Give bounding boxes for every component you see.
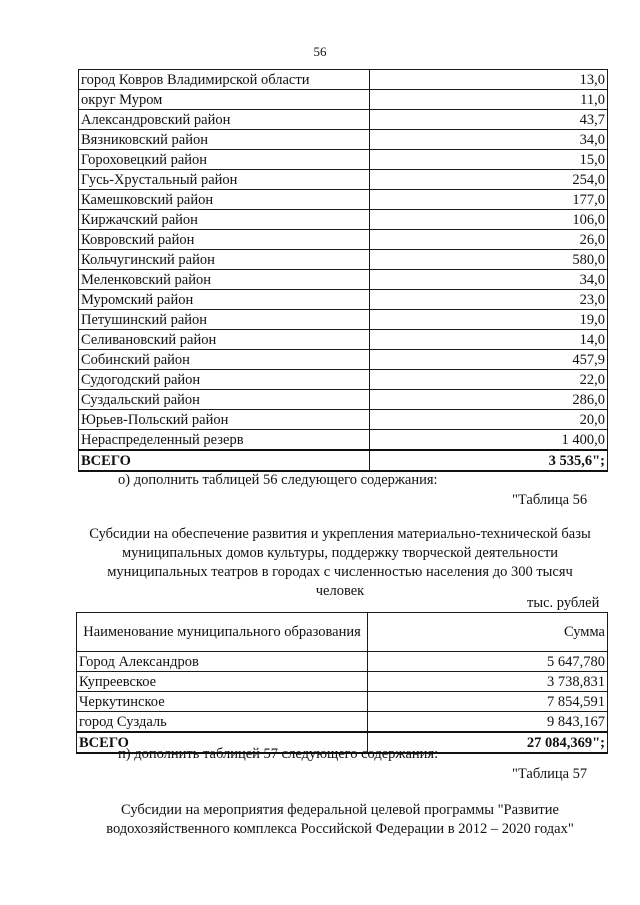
table-row	[79, 190, 608, 210]
table-header-row	[77, 613, 608, 652]
row-name: Черкутинское	[77, 692, 368, 712]
row-name: Меленковский район	[79, 270, 370, 290]
row-value: 14,0	[370, 330, 608, 350]
row-name: Собинский район	[79, 350, 370, 370]
row-name: Судогодский район	[79, 370, 370, 390]
total-value: 3 535,6";	[370, 450, 608, 471]
table-row	[79, 290, 608, 310]
row-value: 20,0	[370, 410, 608, 430]
table-row	[79, 430, 608, 451]
row-value: 9 843,167	[368, 712, 608, 733]
row-value: 106,0	[370, 210, 608, 230]
table-row	[79, 390, 608, 410]
table-row	[79, 350, 608, 370]
row-name: Ковровский район	[79, 230, 370, 250]
table-row	[79, 230, 608, 250]
title-line: муниципальных театров в городах с численностью населения до 300 тысяч	[107, 564, 573, 580]
row-value: 34,0	[370, 270, 608, 290]
table-row	[79, 270, 608, 290]
table-row	[79, 110, 608, 130]
table-56-label: "Таблица 56	[512, 492, 588, 508]
table-row	[79, 250, 608, 270]
row-value: 11,0	[370, 90, 608, 110]
row-name: Вязниковский район	[79, 130, 370, 150]
table-57-label: "Таблица 57	[512, 766, 588, 782]
table-row	[77, 652, 608, 672]
header-name: Наименование муниципального образования	[77, 613, 368, 652]
table-row	[79, 130, 608, 150]
total-row	[79, 450, 608, 471]
table-row	[79, 410, 608, 430]
row-value: 7 854,591	[368, 692, 608, 712]
row-name: Гороховецкий район	[79, 150, 370, 170]
row-name: Петушинский район	[79, 310, 370, 330]
row-value: 254,0	[370, 170, 608, 190]
row-value: 43,7	[370, 110, 608, 130]
row-name: Юрьев-Польский район	[79, 410, 370, 430]
municipal-values-table	[78, 69, 608, 472]
table-row	[79, 310, 608, 330]
row-name: Камешковский район	[79, 190, 370, 210]
row-value: 286,0	[370, 390, 608, 410]
title-line: муниципальных домов культуры, поддержку творческой деятельности	[121, 545, 559, 561]
table-row	[79, 70, 608, 90]
table-57-title	[60, 801, 620, 839]
row-value: 177,0	[370, 190, 608, 210]
subsidy-table	[76, 612, 608, 754]
row-name: город Суздаль	[77, 712, 368, 733]
unit-label: тыс. рублей	[527, 595, 600, 611]
row-name: Кольчугинский район	[79, 250, 370, 270]
table-56-title	[60, 525, 620, 601]
table-row	[79, 210, 608, 230]
row-value: 457,9	[370, 350, 608, 370]
amendment-p-text: п) дополнить таблицей 57 следующего содержания:	[118, 746, 439, 762]
title-line: Субсидии на мероприятия федеральной целевой программы "Развитие	[121, 802, 559, 818]
amendment-o-text: о) дополнить таблицей 56 следующего содержания:	[118, 472, 438, 488]
row-name: Нераспределенный резерв	[79, 430, 370, 451]
table-row	[79, 330, 608, 350]
total-label: ВСЕГО	[79, 450, 370, 471]
table-row	[77, 692, 608, 712]
row-name: Город Александров	[77, 652, 368, 672]
table-row	[79, 370, 608, 390]
title-line: Субсидии на обеспечение развития и укрепления материально-технической базы	[89, 526, 591, 542]
row-name: Гусь-Хрустальный район	[79, 170, 370, 190]
row-value: 580,0	[370, 250, 608, 270]
table-row	[79, 170, 608, 190]
title-line: водохозяйственного комплекса Российской Федерации в 2012 – 2020 годах"	[106, 821, 574, 837]
row-name: Селивановский район	[79, 330, 370, 350]
row-name: Киржачский район	[79, 210, 370, 230]
header-sum: Сумма	[368, 613, 608, 652]
table-row	[79, 150, 608, 170]
row-value: 23,0	[370, 290, 608, 310]
table-row	[77, 712, 608, 733]
table-body	[77, 613, 608, 754]
row-value: 5 647,780	[368, 652, 608, 672]
row-value: 19,0	[370, 310, 608, 330]
row-value: 22,0	[370, 370, 608, 390]
table-body	[79, 70, 608, 472]
row-name: Александровский район	[79, 110, 370, 130]
row-name: округ Муром	[79, 90, 370, 110]
row-name: Суздальский район	[79, 390, 370, 410]
table-row	[77, 672, 608, 692]
page-number: 56	[313, 44, 327, 59]
table-row	[79, 90, 608, 110]
row-value: 26,0	[370, 230, 608, 250]
row-value: 13,0	[370, 70, 608, 90]
total-value: 27 084,369";	[368, 732, 608, 753]
row-value: 1 400,0	[370, 430, 608, 451]
row-name: город Ковров Владимирской области	[79, 70, 370, 90]
row-value: 15,0	[370, 150, 608, 170]
row-name: Купреевское	[77, 672, 368, 692]
row-name: Муромский район	[79, 290, 370, 310]
title-line: человек	[315, 583, 365, 599]
row-value: 3 738,831	[368, 672, 608, 692]
row-value: 34,0	[370, 130, 608, 150]
total-label: ВСЕГО	[77, 732, 368, 753]
